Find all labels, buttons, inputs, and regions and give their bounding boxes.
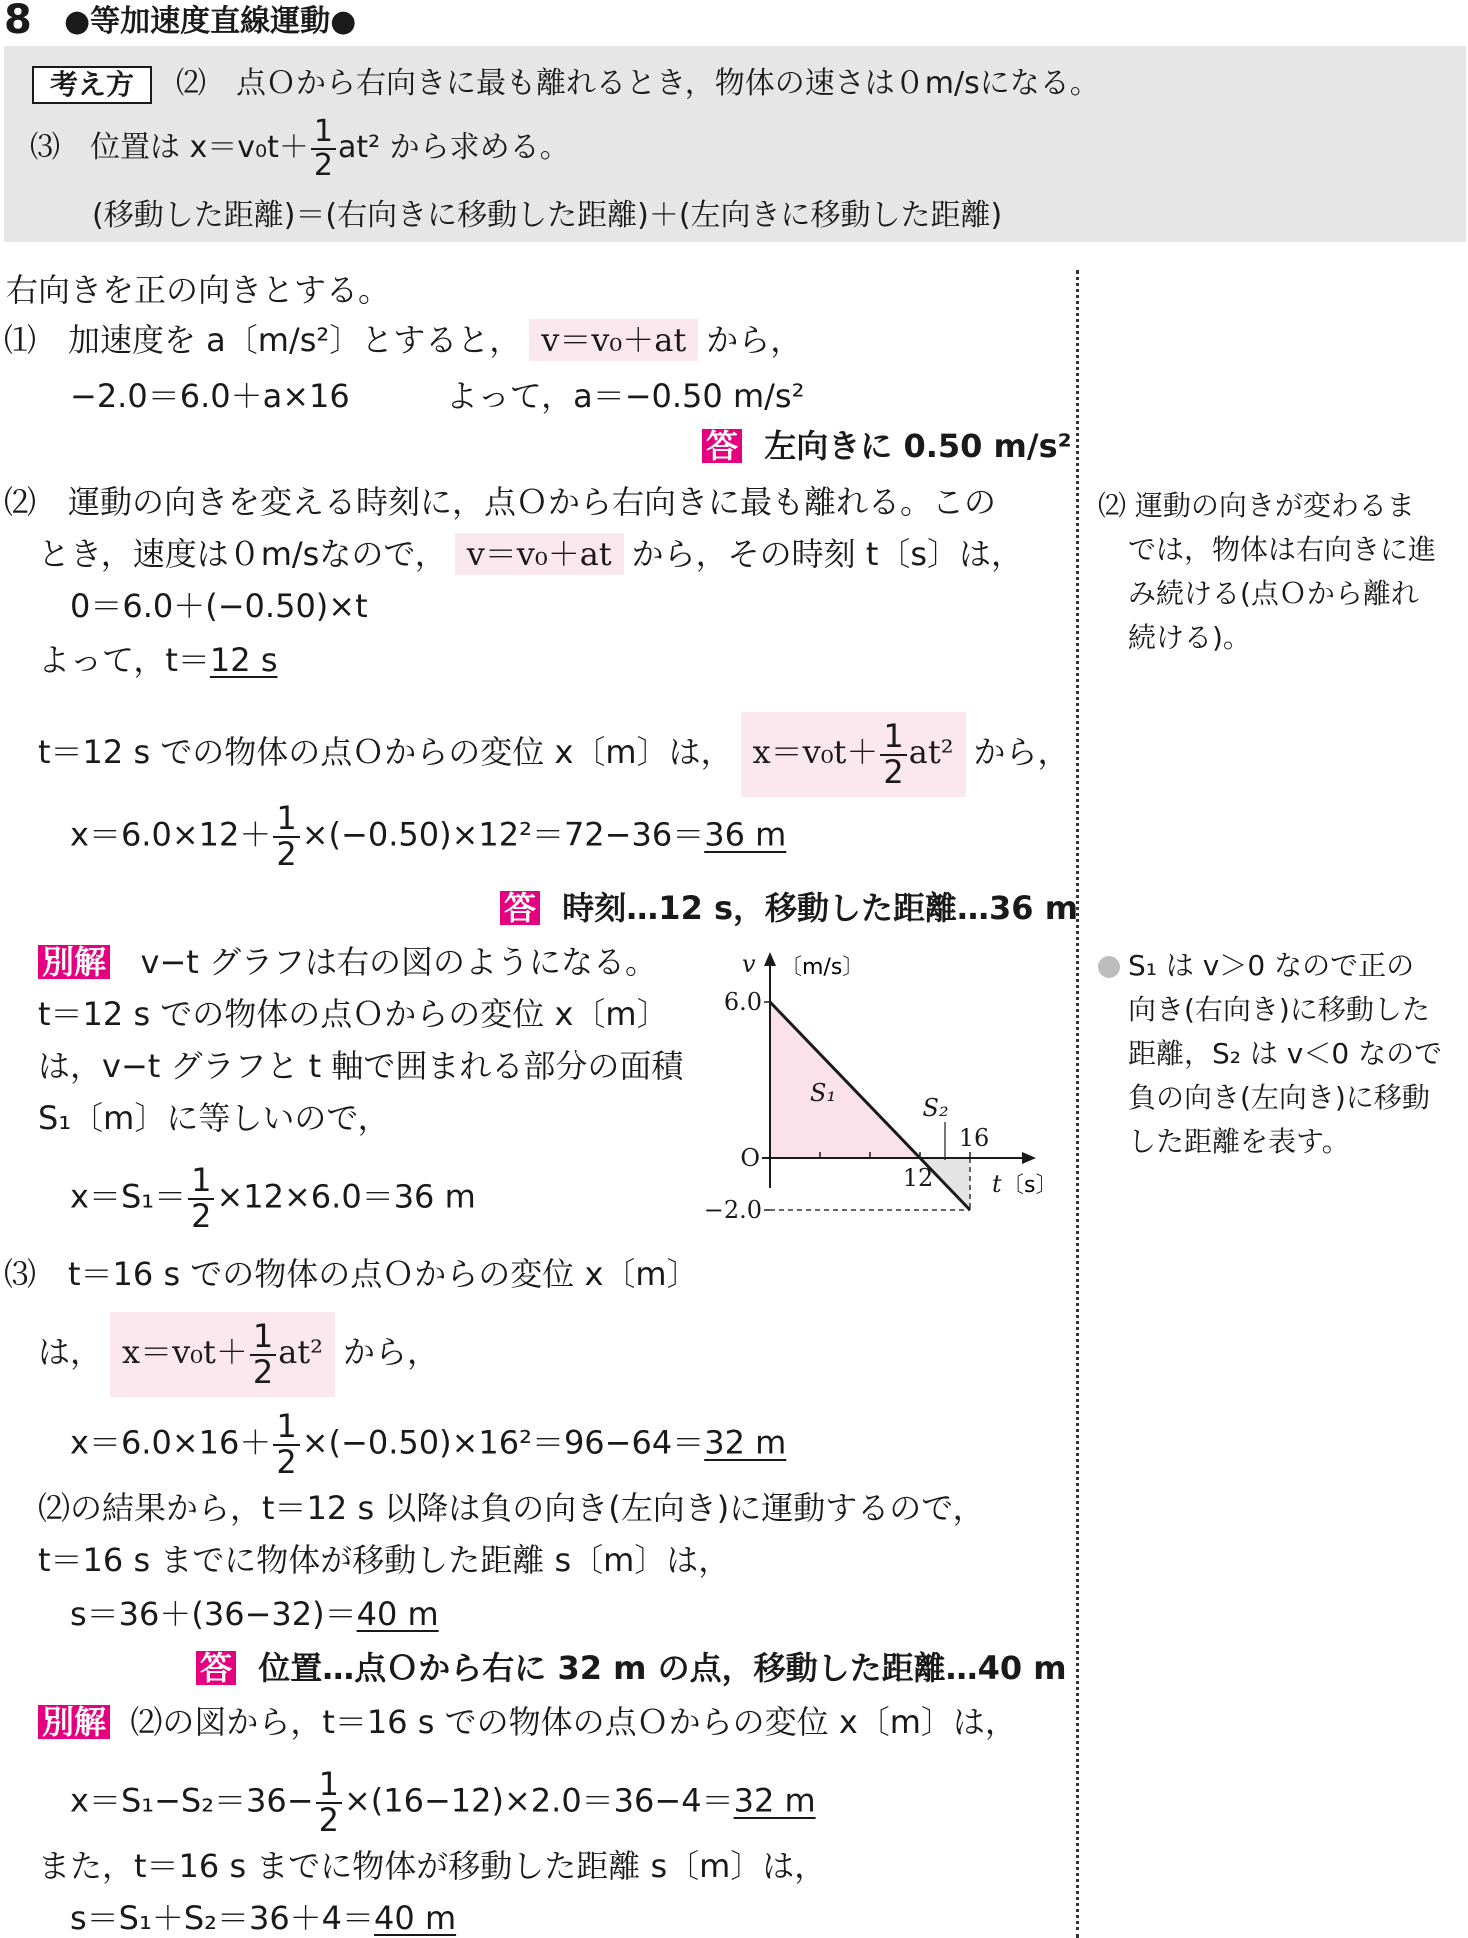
- alt-solution-2-line-1: [38, 1702, 1017, 1742]
- calc-answer: 32 m: [704, 1423, 787, 1462]
- alt1-eq-post: ×12×6.0＝36 m: [216, 1177, 476, 1216]
- fraction: $\frac{1}{2}$: [188, 1164, 214, 1233]
- alt-solution-1-line-4: S₁〔m〕に等しいので，: [38, 1099, 390, 1137]
- column-divider: [1076, 270, 1079, 1938]
- side-note-line: ⑵ 運動の向きが変わるま: [1098, 489, 1415, 522]
- part3-line-1: ⑶ t＝16 s での物体の点Ｏからの変位 x〔m〕: [4, 1255, 699, 1293]
- part2-disp-text: t＝12 s での物体の点Ｏからの変位 x〔m〕は，: [38, 733, 733, 772]
- s-eq-pre: s＝36＋(36−32)＝: [70, 1595, 357, 1633]
- s-answer: 40 m: [356, 1595, 439, 1633]
- alt2-text: ⑵の図から，t＝16 s での物体の点Ｏからの変位 x〔m〕は，: [130, 1703, 1017, 1741]
- answer-1: [702, 426, 1072, 466]
- alt2-eq-answer: 32 m: [733, 1781, 816, 1820]
- calc-mid: ×(−0.50)×12²＝72−36＝: [301, 815, 705, 854]
- fraction: $\frac{1}{2}$: [273, 802, 299, 871]
- alt-solution-mark: 別解: [38, 945, 110, 979]
- part3-calc: [70, 1407, 787, 1481]
- hint-line-2-pre: ⑶ 位置は x＝v₀t＋: [30, 130, 309, 165]
- calc-answer: 36 m: [704, 815, 787, 854]
- part1-post: から，: [706, 321, 803, 359]
- answer-3: [196, 1648, 1067, 1688]
- part3-post: から，: [342, 1333, 439, 1372]
- alt-solution-1-line-2: t＝12 s での物体の点Ｏからの変位 x〔m〕: [38, 995, 669, 1033]
- fraction: $\frac{1}{2}$: [311, 116, 336, 181]
- part2-line-1: ⑵ 運動の向きを変える時刻に，点Ｏから右向きに最も離れる。この: [4, 483, 997, 521]
- calc-mid: ×(−0.50)×16²＝96−64＝: [301, 1423, 705, 1462]
- side-note-line: では，物体は右向きに進: [1128, 533, 1437, 566]
- alt-solution-1-eq: [70, 1161, 476, 1235]
- answer-mark: 答: [196, 1651, 236, 1685]
- alt2-eq-pre: x＝S₁−S₂＝36−: [70, 1781, 314, 1820]
- fraction: $\frac{1}{2}$: [316, 1768, 342, 1837]
- alt-solution-1-line-3: は，v−t グラフと t 軸で囲まれる部分の面積: [38, 1047, 684, 1085]
- calc-pre: x＝6.0×16＋: [70, 1423, 272, 1462]
- hint-line-2: [30, 116, 570, 181]
- part1-equation: −2.0＝6.0＋a×16 よって，a＝−0.50 m/s²: [70, 377, 805, 415]
- side-note-line: み続ける(点Ｏから離れ: [1128, 577, 1419, 610]
- part2-post: から，その時刻 t〔s〕は，: [631, 535, 1024, 573]
- x-tick-label: 16: [958, 1124, 990, 1152]
- part2-text: とき，速度は０m/sなので，: [38, 535, 447, 573]
- alt1-text: v−t グラフは右の図のようになる。: [140, 943, 658, 981]
- formula-highlight: v＝v₀＋at: [529, 319, 698, 361]
- hint-line-1: ⑵ 点Ｏから右向きに最も離れるとき，物体の速さは０m/sになる。: [176, 66, 1100, 101]
- answer-2: [500, 888, 1078, 928]
- part2-disp-line: [38, 712, 1070, 797]
- x-axis-unit: 〔s〕: [1002, 1173, 1058, 1198]
- part1-text: ⑴ 加速度を a〔m/s²〕とすると，: [4, 321, 522, 359]
- alt-solution-1-line-1: [38, 942, 657, 982]
- side-note-2: [1098, 944, 1442, 1164]
- answer-mark: 答: [500, 891, 540, 925]
- part2-t-value: 12 s: [209, 641, 278, 679]
- alt-solution-2-s-eq: [70, 1898, 456, 1938]
- y-tick-label: 6.0: [723, 988, 762, 1016]
- side-note-1: [1098, 484, 1436, 660]
- origin-label: O: [740, 1144, 760, 1172]
- alt2-s-pre: s＝S₁＋S₂＝36＋4＝: [70, 1899, 375, 1937]
- side-note-line: した距離を表す。: [1128, 1125, 1350, 1158]
- part2-result: [38, 640, 277, 680]
- bullet-icon: [1098, 956, 1120, 978]
- part3-line-2: [38, 1312, 439, 1397]
- side-note-line: 向き(右向き)に移動した: [1128, 993, 1430, 1026]
- part3-text: は，: [38, 1333, 103, 1372]
- part2-equation: 0＝6.0＋(−0.50)×t: [70, 587, 368, 625]
- y-axis-label: v: [742, 950, 756, 978]
- side-note-line: 距離，S₂ は v＜0 なので: [1128, 1037, 1443, 1070]
- side-note-line: S₁ は v＞0 なので正の: [1128, 949, 1415, 982]
- answer-3-text: 位置…点Ｏから右に 32 m の点，移動した距離…40 m: [258, 1649, 1067, 1687]
- formula-highlight: x＝v₀t＋ $\frac{1}{2}$ at²: [110, 1312, 335, 1397]
- alt-solution-2-eq: [70, 1765, 816, 1839]
- alt-solution-mark: 別解: [38, 1705, 110, 1739]
- part1-line: [4, 320, 802, 360]
- side-note-line: 続ける)。: [1128, 621, 1251, 654]
- hint-line-3: (移動した距離)＝(右向きに移動した距離)＋(左向きに移動した距離): [92, 198, 1003, 233]
- part3-s-eq: [70, 1594, 439, 1634]
- alt2-s-answer: 40 m: [374, 1899, 457, 1937]
- alt-solution-2-line-3: また，t＝16 s までに物体が移動した距離 s〔m〕は，: [38, 1847, 827, 1885]
- hint-line-2-post: at² から求める。: [337, 130, 570, 165]
- answer-mark: 答: [702, 429, 742, 463]
- y-tick-label: −2.0: [703, 1196, 762, 1224]
- answer-1-text: 左向きに 0.50 m/s²: [764, 427, 1072, 465]
- answer-2-text: 時刻…12 s，移動した距離…36 m: [562, 889, 1079, 927]
- part2-calc: [70, 799, 787, 873]
- formula-highlight: x＝v₀t＋ $\frac{1}{2}$ at²: [741, 712, 966, 797]
- section-title: ●等加速度直線運動●: [64, 4, 357, 39]
- alt1-eq-pre: x＝S₁＝: [70, 1177, 187, 1216]
- formula-highlight: v＝v₀＋at: [455, 533, 624, 575]
- calc-pre: x＝6.0×12＋: [70, 815, 272, 854]
- y-axis-unit: 〔m/s〕: [780, 955, 865, 980]
- fraction: $\frac{1}{2}$: [273, 1410, 299, 1479]
- part2-disp-post: から，: [973, 733, 1070, 772]
- x-axis-arrow-icon: [1022, 1152, 1036, 1164]
- intro-text: 右向きを正の向きとする。: [6, 271, 391, 309]
- x-axis-label: t: [992, 1170, 1002, 1198]
- y-axis-arrow-icon: [764, 952, 776, 966]
- problem-number: 8: [4, 0, 32, 43]
- part2-yotte: よって，t＝: [38, 641, 210, 679]
- x-tick-label: 12: [902, 1164, 934, 1192]
- vt-graph: [700, 950, 1060, 1250]
- s1-label: S₁: [810, 1078, 837, 1107]
- hint-label: 考え方: [32, 66, 152, 104]
- part2-line-2: [38, 534, 1023, 574]
- part3-note-2: t＝16 s までに物体が移動した距離 s〔m〕は，: [38, 1541, 731, 1579]
- s2-label: S₂: [922, 1094, 949, 1122]
- part3-note-1: ⑵の結果から，t＝12 s 以降は負の向き(左向き)に運動するので，: [38, 1489, 985, 1527]
- side-note-line: 負の向き(左向き)に移動: [1128, 1081, 1430, 1114]
- alt2-eq-mid: ×(16−12)×2.0＝36−4＝: [343, 1781, 734, 1820]
